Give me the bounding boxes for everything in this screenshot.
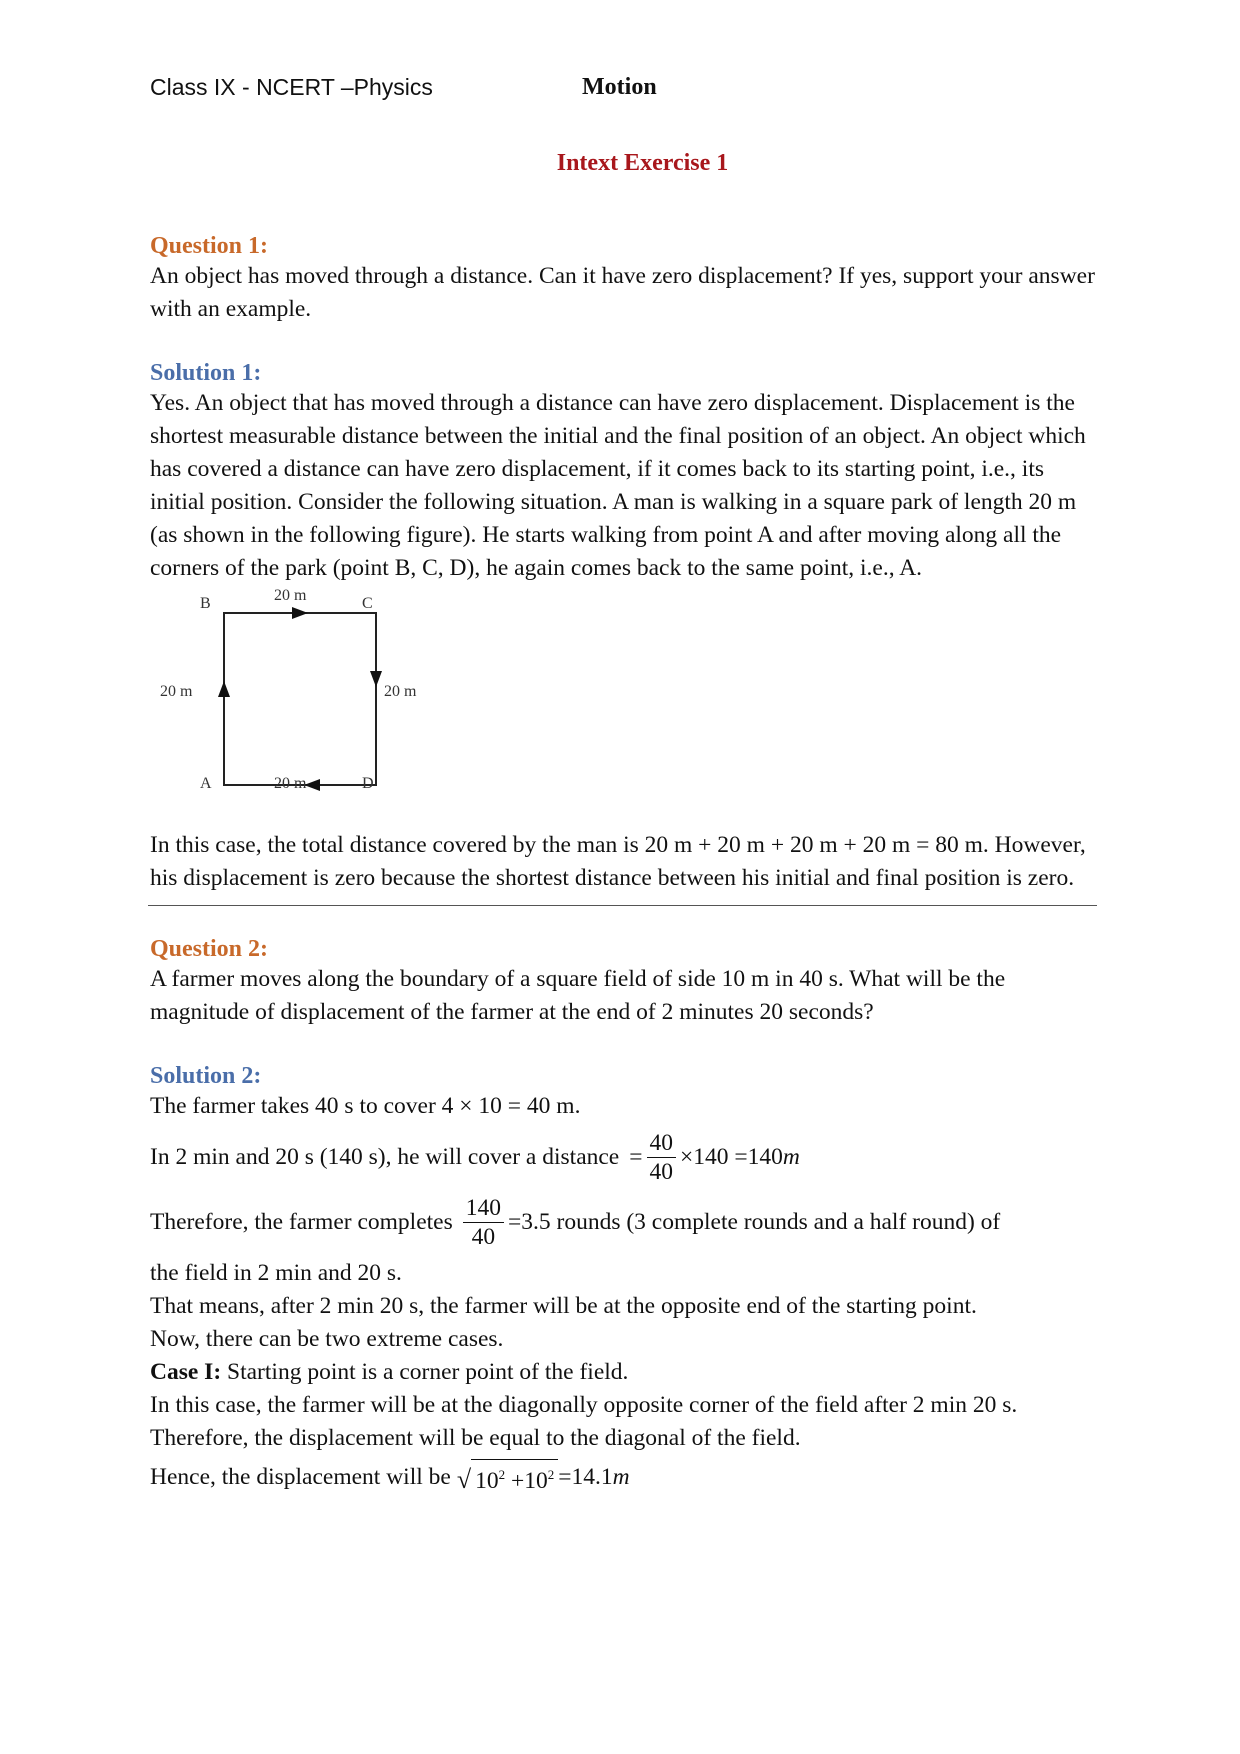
square-root-expression: [457, 1459, 558, 1496]
case-1-text: Starting point is a corner point of the field.: [221, 1359, 629, 1385]
solution-2-displacement-equation: [150, 1459, 1095, 1496]
case-1-label: Case I:: [150, 1359, 222, 1385]
left-side-label: 20 m: [160, 683, 193, 700]
rounds-equation-result: =3.5 rounds (3 complete rounds and a half round) of: [507, 1209, 1001, 1235]
arrow-right-down: [370, 671, 382, 687]
radicand-exponent-2: 2: [547, 1467, 555, 1482]
case-1-line: [150, 1356, 1095, 1389]
document-page: [150, 70, 1095, 1496]
exercise-title: Intext Exercise 1: [556, 150, 729, 176]
arrow-left-up: [218, 681, 230, 697]
page-header: [150, 70, 1095, 130]
rounds-fraction: [463, 1194, 504, 1251]
fraction-numerator: 40: [647, 1129, 677, 1158]
fraction-denominator: 40: [649, 1159, 673, 1185]
solution-1-conclusion: In this case, the total distance covered by the man is 20 m + 20 m + 20 m + 20 m = 80 m. However, his displacement is zero because the shortest distance between his initial and final position is zero.: [150, 832, 1086, 891]
radicand-term-1: 10: [475, 1467, 499, 1494]
distance-fraction: [647, 1129, 677, 1186]
top-side-label: 20 m: [274, 587, 307, 604]
solution-2-distance-equation: [150, 1129, 1095, 1186]
question-2-text: A farmer moves along the boundary of a square field of side 10 m in 40 s. What will be the magnitude of displacement of the farmer at the end of 2 minutes 20 seconds?: [150, 966, 1006, 1025]
question-1-heading: Question 1:: [150, 233, 269, 259]
distance-equation-result: ×140 =140: [680, 1144, 783, 1170]
corner-a-label: A: [200, 775, 212, 792]
right-side-label: 20 m: [384, 683, 417, 700]
arrow-top-right: [292, 607, 308, 619]
fraction-numerator: 140: [463, 1194, 504, 1223]
radical-sign: √: [456, 1464, 472, 1494]
fraction-denominator: 40: [471, 1224, 496, 1250]
chapter-title: Motion: [582, 74, 657, 100]
class-label: Class IX - NCERT –Physics: [150, 74, 433, 100]
solution-2-line-8: Therefore, the displacement will be equal to the diagonal of the field.: [150, 1425, 801, 1451]
solution-1-text: Yes. An object that has moved through a distance can have zero displacement. Displacement is the shortest measurable distance between the initial and the final position of an object. An object which has covered a distance can have zero displacement, if it comes back to its starting point, i.e., its initial position. Consider the following situation. A man is walking in a square park of length 20 m (as shown in the following figure). He starts walking from point A and after moving along all the corners of the park (point B, C, D), he again comes back to the same point, i.e., A.: [150, 390, 1086, 581]
solution-2-heading: Solution 2:: [150, 1063, 262, 1089]
solution-1-heading: Solution 1:: [150, 360, 262, 386]
corner-c-label: C: [362, 595, 373, 612]
displacement-result: =14.1: [558, 1463, 613, 1490]
distance-equation-equals: =: [629, 1144, 643, 1170]
solution-2-line-1: The farmer takes 40 s to cover 4 × 10 = 40 m.: [150, 1093, 581, 1119]
radicand-exponent-1: 2: [498, 1467, 506, 1482]
displacement-unit: m: [612, 1463, 630, 1490]
bottom-side-label: 20 m: [274, 775, 307, 792]
distance-unit: m: [782, 1144, 800, 1170]
question-2-heading: Question 2:: [150, 936, 269, 962]
corner-b-label: B: [200, 595, 211, 612]
park-boundary: [224, 613, 376, 785]
question-1-text: An object has moved through a distance. Can it have zero displacement? If yes, support your answer with an example.: [150, 263, 1095, 322]
section-divider: [148, 905, 1097, 906]
solution-2-line-4: the field in 2 min and 20 s.: [150, 1260, 402, 1286]
distance-equation-text: In 2 min and 20 s (140 s), he will cover a distance: [150, 1144, 620, 1170]
solution-2-line-5: That means, after 2 min 20 s, the farmer will be at the opposite end of the starting point.: [150, 1293, 977, 1319]
displacement-equation-text: Hence, the displacement will be: [150, 1463, 451, 1490]
solution-2-rounds-equation: [150, 1194, 1095, 1251]
solution-2-line-7: In this case, the farmer will be at the diagonally opposite corner of the field after 2 min 20 s.: [150, 1392, 1018, 1418]
radicand: [471, 1459, 558, 1496]
radicand-term-2: +10: [505, 1467, 548, 1494]
corner-d-label: D: [362, 775, 374, 792]
rounds-equation-text: Therefore, the farmer completes: [150, 1209, 453, 1235]
solution-2-line-6: Now, there can be two extreme cases.: [150, 1326, 504, 1352]
square-park-figure: [160, 587, 460, 823]
